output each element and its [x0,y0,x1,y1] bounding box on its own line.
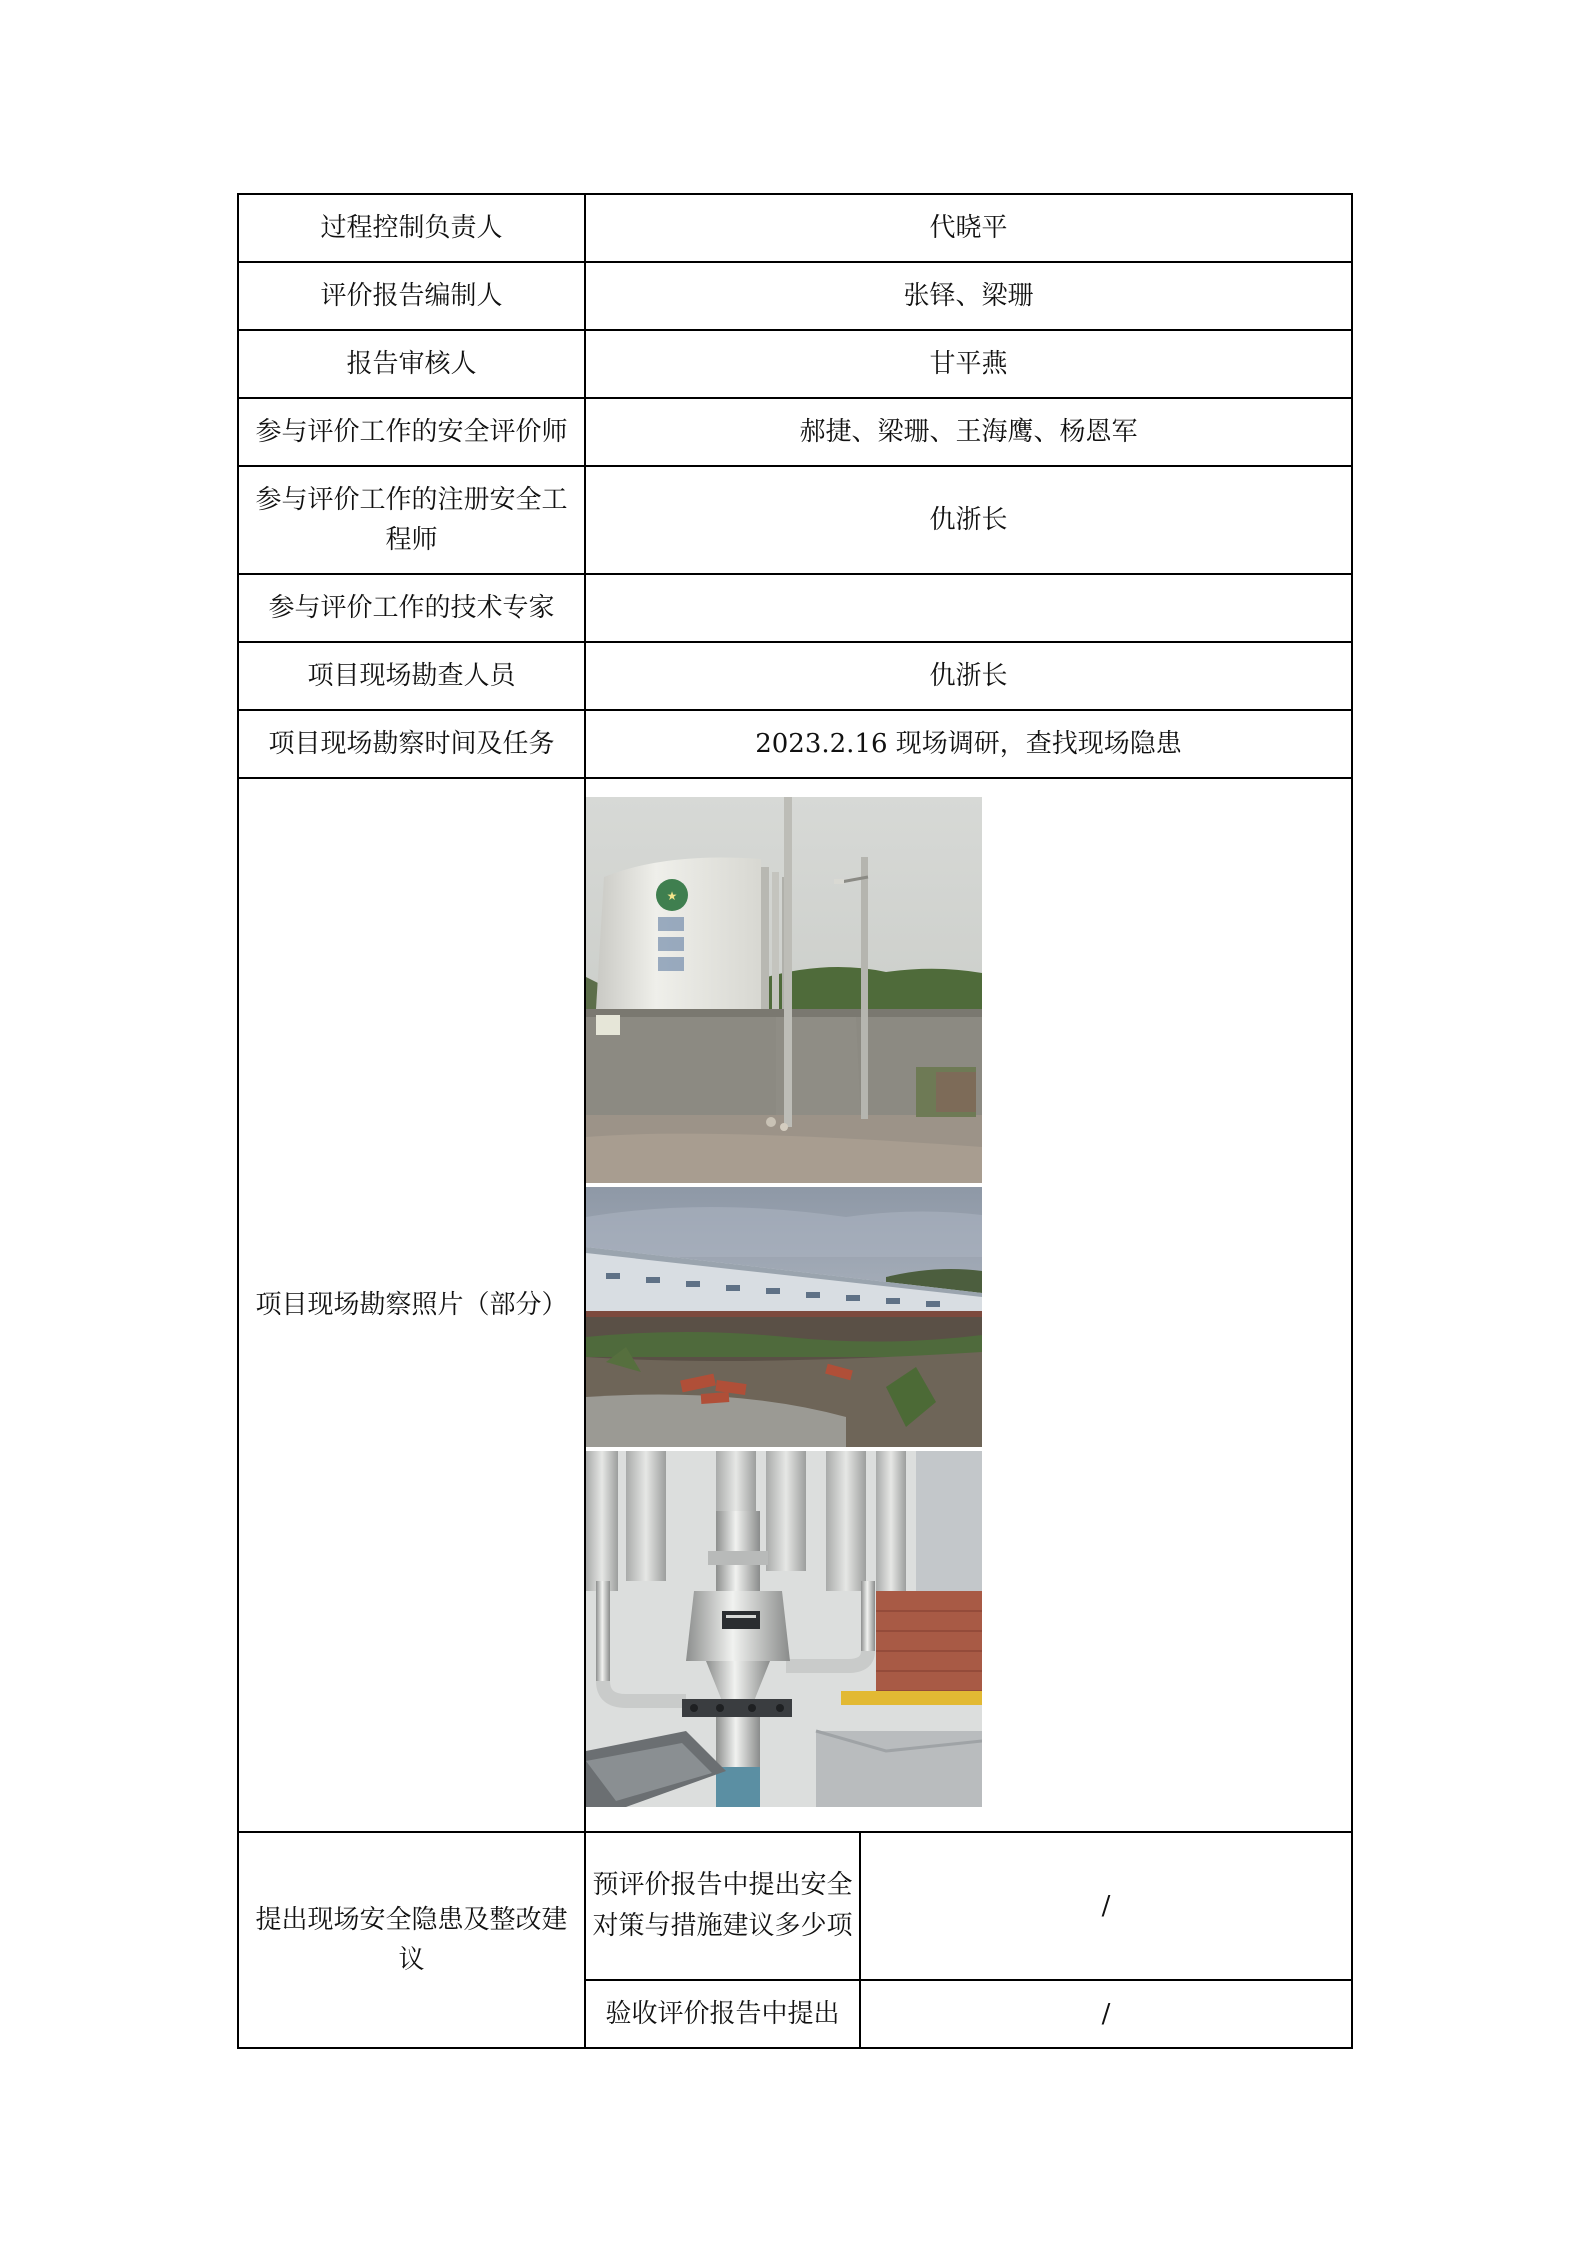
table-row [238,194,1352,262]
acceptance-eval-label: 验收评价报告中提出 [585,1980,860,2048]
report-author-label: 评价报告编制人 [238,262,585,330]
report-author-value: 张铎、梁珊 [585,262,1352,330]
safety-evaluators-value: 郝捷、梁珊、王海鹰、杨恩军 [585,398,1352,466]
registered-engineer-label: 参与评价工作的注册安全工程师 [238,466,585,574]
evaluation-info-sheet [237,193,1351,2049]
site-photos-cell [585,778,1352,1832]
safety-evaluators-label: 参与评价工作的安全评价师 [238,398,585,466]
report-reviewer-label: 报告审核人 [238,330,585,398]
process-control-lead-value: 代晓平 [585,194,1352,262]
site-survey-time-label: 项目现场勘察时间及任务 [238,710,585,778]
table-row [238,574,1352,642]
building-photo [586,1187,982,1447]
pre-eval-measures-label: 预评价报告中提出安全对策与措施建议多少项 [585,1832,860,1980]
report-reviewer-value: 甘平燕 [585,330,1352,398]
process-control-lead-label: 过程控制负责人 [238,194,585,262]
table-row [238,262,1352,330]
site-survey-time-value: 2023.2.16 现场调研，查找现场隐患 [585,710,1352,778]
hazards-label: 提出现场安全隐患及整改建议 [238,1832,585,2048]
registered-engineer-value: 仇浙长 [585,466,1352,574]
site-photos-label: 项目现场勘察照片（部分） [238,778,585,1832]
table-row [238,642,1352,710]
table-row [238,466,1352,574]
site-survey-staff-value: 仇浙长 [585,642,1352,710]
table-row [238,710,1352,778]
technical-experts-label: 参与评价工作的技术专家 [238,574,585,642]
svg-text:★: ★ [666,889,678,903]
table-row [238,330,1352,398]
tank-photo [586,797,982,1183]
table-row [238,398,1352,466]
pre-eval-measures-value: / [860,1832,1352,1980]
technical-experts-value [585,574,1352,642]
table-row [238,778,1352,1832]
site-survey-staff-label: 项目现场勘查人员 [238,642,585,710]
valve-photo [586,1451,982,1807]
evaluation-info-table [237,193,1353,2049]
acceptance-eval-value: / [860,1980,1352,2048]
table-row [238,1832,1352,1980]
